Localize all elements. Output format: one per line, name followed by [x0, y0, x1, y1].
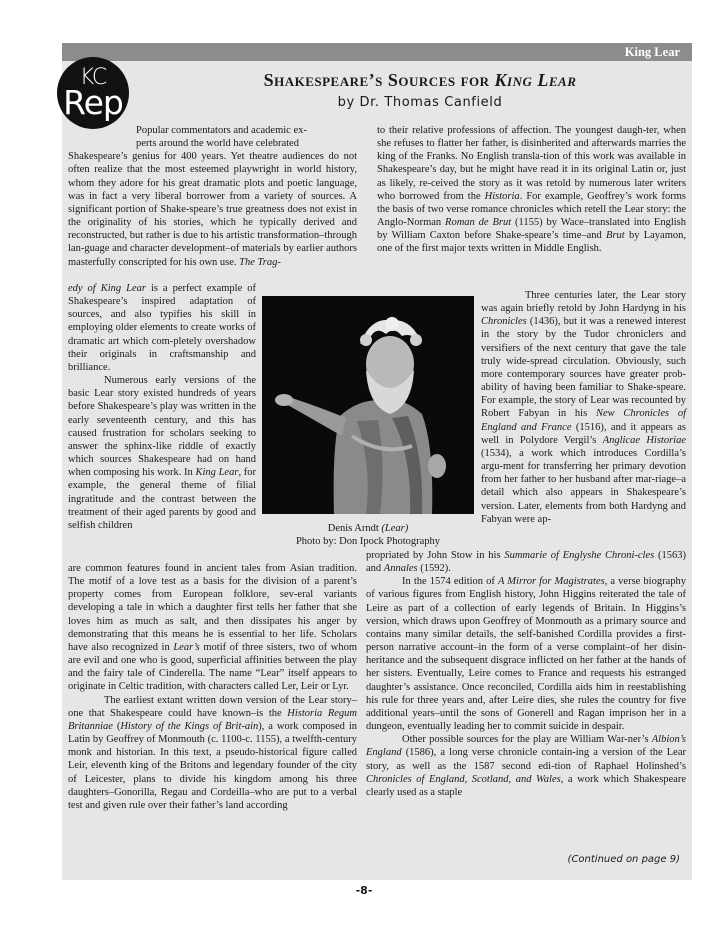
article-body-left-bottom: are common features found in ancient tales from Asian tradition. The motif of a love test as a basis for the division of a parent’s property comes from European folklore, sev-eral variants developing a tale in which a daughter first tells her father that she loves him as much as salt, and then dissipates his anger by demonstrating that this means he is essential to her life. Scholars have also recognized in Lear’s motif of three sisters, two of whom are evil and one who is good, superficial affinities between the play and the fairy tale of Cinderella. The name “Lear” itself appears to originate in Celtic tradition, with characters called Ler, Leir or Lyr. The earliest extant written down version of the Lear story–one that Shakespeare could have known–is the Historia Regum Britanniae (History of the Kings of Brit-ain), a work composed in Latin by Geoffrey of Monmouth (c. 1100-c. 1155), a twelfth-century monk and historian. In this text, a pseudo-historical figure called Leir, eleventh king of the Britons and legendary founder of the city of Leicester, plans to divide his kingdom among his three daughters–Gonorilla, Regau and Cordeilla–who are put to a verbal test and given rule over their father’s land according	[68, 563, 358, 811]
kc-rep-logo	[57, 57, 129, 129]
article-body-left-mid: edy of King Lear is a perfect example of Shakespeare’s inspired adaptation of sources, and also typifies his skill in employing older elements to create works of dramatic art which com-pletely overshadow their originals in craftsmanship and brilliance. Numerous early versions of the basic Lear story existed hundreds of years before Shakespeare’s play was written in the early seventeenth century, and this has caused frustration for scholars seeking to answer the sphinx-like riddle of exactly which sources Shakespeare had on hand when composing his work. In King Lear, for example, the general theme of filial ingratitude and the contrast between the treatment of their aged parents by good and selfish children	[68, 283, 256, 531]
article-body-right-top: to their relative professions of affection. The youngest daugh-ter, when she refuses to flatter her father, is disinherited and afterwards marries the king of the Franks. No English transla-tion of this work was available in Shakespeare’s day, but he might have read it in its original Latin or, just as likely, re-ceived the story as it was retold by numerous later writers who borrowed from the Historia. For example, Geoffrey’s work forms the basis of two verse romance chronicles which retell the Lear story: the Anglo-Norman Roman de Brut (1155) by Wace–translated into English by William Caxton before Shake-speare’s time–and Brut by Layamon, one of the first major texts written in Middle English.	[377, 125, 687, 255]
logo-text-top: KC	[79, 65, 107, 90]
section-header-label: King Lear	[624, 45, 680, 59]
article-body-right-bottom: propriated by John Stow in his Summarie of Englyshe Chroni-cles (1563) and Annales (1592). In the 1574 edition of A Mirror for Magistrates, a verse biography of various figures from English history, John Higgins reiterated the tale of Leire as part of a collection of early legends of Britain. In Higgins’s version, which draws upon Geoffrey of Monmouth as a primary source and contains many similar details, the self-banished Cordilla provides a first-person narrative account–in the form of a verse complaint–of her disin-heritance and the subsequent disgrace inflicted on her father at the hands of her sisters. Eventually, Leire comes to France and requests his estranged daughter’s assistance. Once reconciled, Cordilla aids him in reestablishing his rule for three years and, after Leire dies, she rules the country for five additional years–until the sons of Gonerell and Ragan imprison her in a dungeon, eventually leading her to commit suicide in despair. Other possible sources for the play are William War-ner’s Albion’s England (1586), a long verse chronicle contain-ing a version of the Lear story, as well as the 1587 second edi-tion of Raphael Holinshed’s Chronicles of England, Scotland, and Wales, a work which Shakespeare clearly used as a staple	[366, 550, 687, 798]
page-number: -8-	[355, 884, 373, 897]
photo-caption-credit: Photo by: Don Ipock Photography	[295, 536, 441, 547]
photo-caption-subject: Denis Arndt (Lear)	[327, 523, 409, 534]
article-body-right-mid: Three centuries later, the Lear story was again briefly retold by John Hardyng in his Chronicles (1436), but it was a renewed interest in the story by the Tudor chroniclers and versifiers of the next century that gave the tale truly wide-spread circulation. Obviously, such more contemporary sources have greater prob-ability of having been familiar to Shake-speare. For example, the story of Lear was recounted by Robert Fabyan in his New Chronicles of England and France (1516), and it appears as well in Polydore Vergil’s Anglicae Historiae (1534), a work which introduces Cordilla’s argu-ment for transferring her primary devotion from her father to her husband after mar-riage–a detail which also appears in Shakespeare’s version. Later, elements from both Hardyng and Fabyan were ap-	[481, 290, 686, 525]
article-title: Shakespeare’s Sources for King Lear	[263, 70, 577, 90]
article-byline: by Dr. Thomas Canfield	[337, 95, 503, 110]
continued-notice: (Continued on page 9)	[567, 854, 680, 865]
article-body-left-top: Popular commentators and academic ex- perts around the world have celebrated Shakespeare’s genius for 400 years. Yet theatre audiences do not often realize that the most esteemed playwright in world history, whom they adore for his great dramatic plots and poetic language, was in fact a very liberal borrower from a variety of sources. A significant portion of Shake-speare’s true greatness does not exist in the originality of his stories, which he typically derived and reconstructed, but rather is due to his artistic transformation–through lan-guage and character development–of materials by earlier authors masterfully conscripted for his own use. The Trag-	[68, 125, 357, 268]
photo-caption	[262, 522, 474, 548]
lear-actor-photo	[262, 296, 474, 514]
logo-text-bottom: Rep	[63, 83, 123, 122]
section-header-bar	[62, 43, 692, 61]
